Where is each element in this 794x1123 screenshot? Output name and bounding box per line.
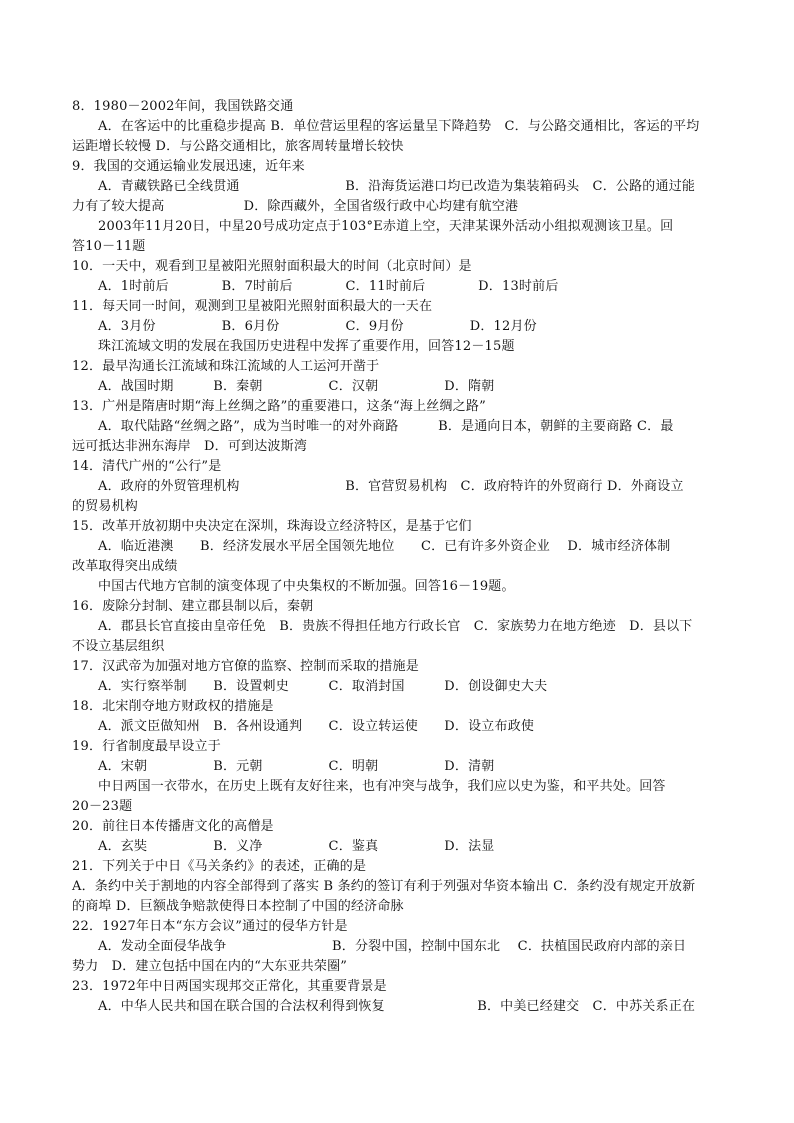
question-15-options: A．临近港澳 B．经济发展水平居全国领先地位 C．已有许多外资企业 D．城市经济体制 — [98, 539, 671, 554]
passage-12-15: 珠江流域文明的发展在我国历史进程中发挥了重要作用，回答12－15题 — [98, 339, 515, 354]
question-18-stem: 18．北宋削夺地方财政权的措施是 — [72, 699, 274, 714]
question-21-stem: 21．下列关于中日《马关条约》的表述，正确的是 — [72, 859, 367, 874]
question-20-options: A．玄奘 B．义净 C．鉴真 D．法显 — [98, 839, 495, 854]
question-9-stem: 9．我国的交通运输业发展迅速，近年来 — [72, 159, 305, 174]
question-21-options: A．条约中关于割地的内容全部得到了落实 B 条约的签订有利于列强对华资本输出 C．条约没有规定开放新 — [72, 879, 696, 894]
question-19-stem: 19．行省制度最早设立于 — [72, 739, 221, 754]
question-14-stem: 14．清代广州的“公行”是 — [72, 459, 222, 474]
question-16-options-wrap: 不设立基层组织 — [72, 639, 165, 654]
question-22-options-wrap: 势力 D．建立包括中国在内的“大东亚共荣圈” — [72, 959, 348, 974]
question-22-stem: 22．1927年日本“东方会议”通过的侵华方针是 — [72, 919, 348, 934]
question-11-options: A．3月份 B．6月份 C．9月份 D．12月份 — [98, 319, 537, 334]
passage-20-23-wrap: 20－23题 — [72, 799, 133, 814]
question-13-options-wrap: 远可抵达非洲东海岸 D．可到达波斯湾 — [72, 439, 308, 454]
question-16-options: A．郡县长官直接由皇帝任免 B．贵族不得担任地方行政长官 C．家族势力在地方绝迹 D．县以下 — [98, 619, 693, 634]
question-14-options: A．政府的外贸管理机构 B．官营贸易机构 C．政府特许的外贸商行 D．外商设立 — [98, 479, 684, 494]
question-21-options-wrap: 的商埠 D．巨额战争赔款使得日本控制了中国的经济命脉 — [72, 899, 404, 914]
question-19-options: A．宋朝 B．元朝 C．明朝 D．清朝 — [98, 759, 495, 774]
passage-20-23: 中日两国一衣带水，在历史上既有友好往来，也有冲突与战争，我们应以史为鉴，和平共处。回答 — [98, 779, 666, 794]
question-11-stem: 11．每天同一时间，观测到卫星被阳光照射面积最大的一天在 — [72, 299, 433, 314]
question-15-stem: 15．改革开放初期中央决定在深圳，珠海设立经济特区，是基于它们 — [72, 519, 472, 534]
question-14-options-wrap: 的贸易机构 — [72, 499, 139, 514]
passage-10-11: 2003年11月20日，中星20号成功定点于103°E赤道上空，天津某课外活动小组拟观测该卫星。回 — [98, 219, 674, 234]
question-10-options: A．1时前后 B．7时前后 C．11时前后 D．13时前后 — [98, 279, 559, 294]
question-13-stem: 13．广州是隋唐时期“海上丝绸之路”的重要港口，这条“海上丝绸之路” — [72, 399, 486, 414]
question-9-options-wrap: 力有了较大提高 D．除西藏外，全国省级行政中心均建有航空港 — [72, 199, 519, 214]
question-12-options: A．战国时期 B．秦朝 C．汉朝 D．隋朝 — [98, 379, 495, 394]
question-9-options: A．青藏铁路已全线贯通 B．沿海货运港口均已改造为集装箱码头 C．公路的通过能 — [98, 179, 696, 194]
question-17-stem: 17．汉武帝为加强对地方官僚的监察、控制而采取的措施是 — [72, 659, 419, 674]
question-16-stem: 16．废除分封制、建立郡县制以后，秦朝 — [72, 599, 314, 614]
question-23-stem: 23．1972年中日两国实现邦交正常化，其重要背景是 — [72, 979, 387, 994]
question-20-stem: 20．前往日本传播唐文化的高僧是 — [72, 819, 274, 834]
question-8-options: A．在客运中的比重稳步提高 B．单位营运里程的客运量呈下降趋势 C．与公路交通相比，客运的平均 — [98, 119, 700, 134]
passage-10-11-wrap: 答10－11题 — [72, 239, 146, 254]
question-8-options-wrap: 运距增长较慢 D．与公路交通相比，旅客周转量增长较快 — [72, 139, 404, 154]
question-13-options: A．取代陆路“丝绸之路”，成为当时唯一的对外商路 B．是通向日本，朝鲜的主要商路 C．最 — [98, 419, 674, 434]
question-22-options: A．发动全面侵华战争 B．分裂中国，控制中国东北 C．扶植国民政府内部的亲日 — [98, 939, 687, 954]
question-15-options-wrap: 改革取得突出成绩 — [72, 559, 178, 574]
question-18-options: A．派文臣做知州 B．各州设通判 C．设立转运使 D．设立布政使 — [98, 719, 535, 734]
question-23-options: A．中华人民共和国在联合国的合法权利得到恢复 B．中美已经建交 C．中苏关系正在 — [98, 999, 696, 1014]
question-8-stem: 8．1980－2002年间，我国铁路交通 — [72, 99, 294, 114]
question-12-stem: 12．最早沟通长江流域和珠江流域的人工运河开凿于 — [72, 359, 380, 374]
passage-16-19: 中国古代地方官制的演变体现了中央集权的不断加强。回答16－19题。 — [98, 579, 515, 594]
question-17-options: A．实行察举制 B．设置刺史 C．取消封国 D．创设御史大夫 — [98, 679, 548, 694]
question-10-stem: 10．一天中，观看到卫星被阳光照射面积最大的时间（北京时间）是 — [72, 259, 472, 274]
